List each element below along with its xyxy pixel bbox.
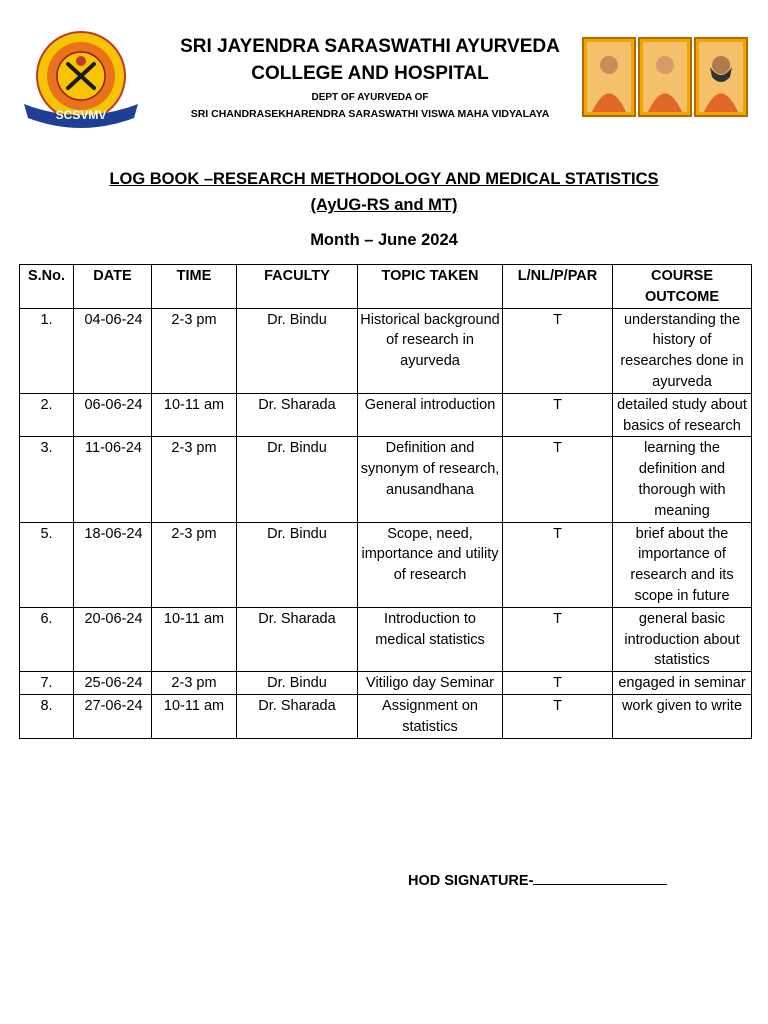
saint-portrait-icon bbox=[583, 38, 635, 116]
logbook-title: LOG BOOK –RESEARCH METHODOLOGY AND MEDICAL STATISTICS bbox=[109, 170, 659, 188]
table-row bbox=[20, 308, 752, 393]
cell-date: 20-06-24 bbox=[74, 607, 152, 671]
cell-date: 18-06-24 bbox=[74, 522, 152, 607]
saint-portrait-icon bbox=[639, 38, 691, 116]
cell-faculty: Dr. Bindu bbox=[237, 437, 358, 522]
table-header-row bbox=[20, 265, 752, 309]
table-row bbox=[20, 672, 752, 695]
signature-label: HOD SIGNATURE- bbox=[408, 873, 534, 889]
cell-type: T bbox=[503, 308, 613, 393]
month-line: Month – June 2024 bbox=[310, 231, 458, 249]
cell-outcome: detailed study about basics of research bbox=[613, 393, 752, 437]
cell-date: 11-06-24 bbox=[74, 437, 152, 522]
cell-topic: Assignment on statistics bbox=[358, 694, 503, 738]
logbook-subtitle: (AyUG-RS and MT) bbox=[310, 196, 458, 214]
department-line: DEPT OF AYURVEDA OF bbox=[311, 92, 429, 103]
cell-outcome: understanding the history of researches done in ayurveda bbox=[613, 308, 752, 393]
cell-time: 2-3 pm bbox=[152, 308, 237, 393]
cell-date: 27-06-24 bbox=[74, 694, 152, 738]
cell-type: T bbox=[503, 437, 613, 522]
saint-portraits bbox=[582, 37, 748, 117]
cell-faculty: Dr. Sharada bbox=[237, 694, 358, 738]
cell-type: T bbox=[503, 607, 613, 671]
cell-type: T bbox=[503, 522, 613, 607]
signature-line bbox=[533, 870, 667, 885]
cell-sno: 8. bbox=[20, 694, 74, 738]
column-header-sno: S.No. bbox=[20, 265, 74, 309]
table-row bbox=[20, 694, 752, 738]
hod-signature bbox=[408, 870, 667, 889]
cell-type: T bbox=[503, 672, 613, 695]
cell-time: 2-3 pm bbox=[152, 672, 237, 695]
college-name-line2: COLLEGE AND HOSPITAL bbox=[251, 63, 489, 84]
cell-time: 2-3 pm bbox=[152, 437, 237, 522]
cell-sno: 7. bbox=[20, 672, 74, 695]
cell-sno: 5. bbox=[20, 522, 74, 607]
cell-type: T bbox=[503, 393, 613, 437]
cell-date: 25-06-24 bbox=[74, 672, 152, 695]
cell-time: 10-11 am bbox=[152, 694, 237, 738]
cell-faculty: Dr. Sharada bbox=[237, 393, 358, 437]
table-row bbox=[20, 437, 752, 522]
column-header-outcome: COURSE OUTCOME bbox=[613, 265, 752, 309]
cell-sno: 1. bbox=[20, 308, 74, 393]
cell-date: 06-06-24 bbox=[74, 393, 152, 437]
cell-date: 04-06-24 bbox=[74, 308, 152, 393]
saint-portrait-icon bbox=[695, 38, 747, 116]
cell-outcome: work given to write bbox=[613, 694, 752, 738]
cell-sno: 3. bbox=[20, 437, 74, 522]
column-header-topic: TOPIC TAKEN bbox=[358, 265, 503, 309]
cell-outcome: brief about the importance of research and its scope in future bbox=[613, 522, 752, 607]
column-header-faculty: FACULTY bbox=[237, 265, 358, 309]
table-row bbox=[20, 607, 752, 671]
table-row bbox=[20, 393, 752, 437]
cell-faculty: Dr. Bindu bbox=[237, 522, 358, 607]
cell-faculty: Dr. Sharada bbox=[237, 607, 358, 671]
column-header-type: L/NL/P/PAR bbox=[503, 265, 613, 309]
cell-type: T bbox=[503, 694, 613, 738]
column-header-time: TIME bbox=[152, 265, 237, 309]
cell-outcome: learning the definition and thorough with meaning bbox=[613, 437, 752, 522]
logo-text: SCSVMV bbox=[55, 108, 107, 122]
log-table bbox=[19, 264, 752, 739]
cell-faculty: Dr. Bindu bbox=[237, 308, 358, 393]
cell-sno: 6. bbox=[20, 607, 74, 671]
cell-outcome: general basic introduction about statistics bbox=[613, 607, 752, 671]
table-row bbox=[20, 522, 752, 607]
cell-outcome: engaged in seminar bbox=[613, 672, 752, 695]
cell-topic: General introduction bbox=[358, 393, 503, 437]
cell-time: 10-11 am bbox=[152, 607, 237, 671]
column-header-date: DATE bbox=[74, 265, 152, 309]
college-logo-icon bbox=[20, 26, 142, 132]
cell-sno: 2. bbox=[20, 393, 74, 437]
cell-topic: Definition and synonym of research, anusandhana bbox=[358, 437, 503, 522]
cell-topic: Scope, need, importance and utility of research bbox=[358, 522, 503, 607]
cell-topic: Historical background of research in ayurveda bbox=[358, 308, 503, 393]
cell-topic: Introduction to medical statistics bbox=[358, 607, 503, 671]
college-name-line1: SRI JAYENDRA SARASWATHI AYURVEDA bbox=[180, 36, 560, 57]
cell-faculty: Dr. Bindu bbox=[237, 672, 358, 695]
cell-time: 10-11 am bbox=[152, 393, 237, 437]
cell-topic: Vitiligo day Seminar bbox=[358, 672, 503, 695]
university-line: SRI CHANDRASEKHARENDRA SARASWATHI VISWA MAHA VIDYALAYA bbox=[190, 108, 550, 120]
cell-time: 2-3 pm bbox=[152, 522, 237, 607]
